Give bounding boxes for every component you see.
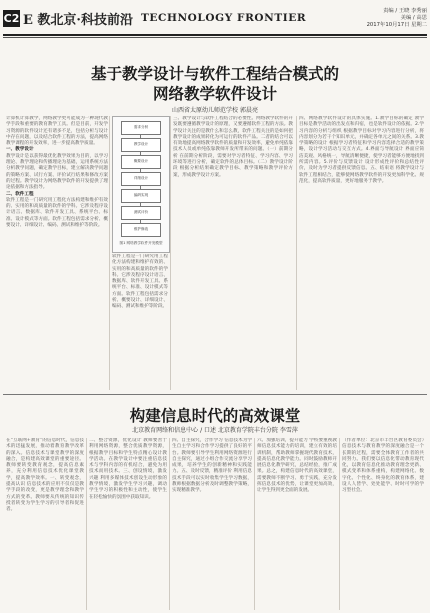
masthead: [3, 3, 427, 33]
column-name: E 教北京·科技前沿: [23, 12, 133, 28]
diagram-node: 教学设计: [121, 138, 161, 152]
article1-section1-body: 教学设计是以获得最优化教学效果为目的，以学习理论、教学理论和传播理论为基础，运用系统方法分析教学问题，确定教学目标，建立解决教学问题的策略方案、试行方案、评价试行结果和修改方案的过程。教学设计为网络教学软件的开发提供了理论依据和方法指导。: [6, 153, 108, 191]
masthead-thin-rule: [3, 37, 427, 38]
diagram-node: 需求分析: [121, 121, 161, 135]
article1-column4-text: 四、网络教学软件设计的具体实施。1.教学目标的确定 教学目标是教学活动的出发点和归宿，也是软件设计的依据。2.学习内容的分析与组织 根据教学目标对学习内容进行分析，将内容划分为若干个知识单元，并确定各单元之间的关系。3.教学策略的设计 根据学习者特征和学习内容选择合适的教学策略，设计学习活动与交互方式。4.界面与导航设计 界面应简洁美观、风格统一，导航清晰便捷，使学习者能够方便地找到所需内容。5.评价与反馈设计 设计形成性评价和总结性评价，及时为学习者提供反馈信息。五、结束语 将教学设计与软件工程相结合，能够使网络教学软件的开发更加科学化、规范化，提高软件质量，更好地服务于教学。: [299, 116, 424, 184]
article1-section2-body: 软件工程是一门研究用工程化方法构建和维护有效的、实用的和高质量的软件的学科。它涉及程序设计语言、数据库、软件开发工具、系统平台、标准、设计模式等方面。软件工程包括需求分析、概要设计、详细设计、编码、测试和维护等阶段。: [6, 197, 108, 229]
diagram-node: 测试评价: [121, 206, 161, 220]
column-divider: [254, 438, 255, 610]
article2-headline: 构建信息时代的高效课堂: [129, 407, 301, 425]
article1-section2-heading: 二、软件工程: [6, 191, 34, 197]
date-line: 2017年10月17日 星期二: [366, 21, 427, 28]
diagram-node: 编码实现: [121, 189, 161, 203]
edition-info: [367, 8, 427, 29]
editor-line: 责编 / 王晓 李秀丽: [383, 7, 427, 14]
article2-column-3: [172, 438, 252, 610]
diagram-caption: 图1 网络教学软件开发模型: [119, 241, 163, 245]
article2-column4-text: 六、加强培训，提升能力 学校要重视教师信息技术能力的培训，建立有效的培训机制，帮助教师掌握现代教育技术，提高信息化教学能力。同时鼓励教师开展信息化教学研究，总结经验，推广成果。总之，构建信息时代的高效课堂，需要教师不断学习、勇于实践，充分发挥信息技术的优势，让课堂更加高效，让学生得到更全面的发展。: [257, 438, 337, 494]
design-line: 美编 / 高思: [400, 14, 427, 21]
article-separator: [3, 394, 427, 395]
article1-column2-text: 软件工程是一门研究用工程化方法构建和维护有效的、实用的和高质量的软件的学科。它涉及程序设计语言、数据库、软件开发工具、系统平台、标准、设计模式等方面。软件工程包括需求分析、概要设计、详细设计、编码、测试和维护等阶段。: [112, 254, 168, 310]
column-divider: [170, 116, 171, 390]
article2-column1-text: 在“互联网+教育”的信息时代，信息技术的迅猛发展，推动着教育教学改革的深入。信息技术与课堂教学的深度融合，是构建高效课堂的重要途径。教师要转变教育观念，提高信息素养，充分利用信息技术优化课堂教学，提高教学效率。一、转变观念，提高认识 信息技术的应用不仅仅是教学手段的改变，更是教学理念和教学方式的变革。教师要从传统的知识传授者转变为学生学习的引导者和促进者。: [6, 438, 84, 513]
diagram-node: 详细设计: [121, 172, 161, 186]
article1-column-3: [173, 116, 293, 390]
diagram-node: 概要设计: [121, 155, 161, 169]
diagram-node: 维护修改: [121, 223, 161, 237]
column-divider: [109, 116, 110, 390]
article1-title-line2: 网络教学软件设计: [152, 85, 277, 103]
article1-section1-heading: 一、教学设计: [6, 147, 34, 153]
development-model-diagram: [112, 116, 170, 253]
article2-column-5: [342, 438, 424, 610]
article1-column3-text: 三、教学设计与软件工程结合的必要性。网络教学软件的开发既要遵循教学设计的原理，又要遵循软件工程的方法。教学设计关注的是教什么和怎么教，软件工程关注的是如何把教学设计的成果转化为可运行的软件产品。二者的结合可以有效地提高网络教学软件的质量和开发效率，避免单纯依靠技术人员或单纯依靠教师开发所带来的问题。（一）前期分析 在前期分析阶段，需要对学习者特征、学习内容、学习环境等进行分析，确定软件的总体目标。（二）教学设计阶段 根据分析结果确定教学目标、教学策略和教学评价方案，形成教学设计方案。: [173, 116, 293, 178]
column-name-english: TECHNOLOGY FRONTIER: [140, 12, 307, 24]
article1-column-4: [299, 116, 424, 390]
article2-column-4: [257, 438, 337, 610]
column-divider: [169, 438, 170, 610]
article2-column-1: [6, 438, 84, 610]
article1-title-line1: 基于教学设计与软件工程结合模式的: [90, 65, 339, 83]
column-divider: [339, 438, 340, 610]
article1-headline: [20, 64, 410, 104]
column-divider: [296, 116, 297, 390]
article1-column-2: [112, 254, 168, 390]
masthead-rule: [3, 34, 427, 36]
article2-column2-text: 二、整合资源，优化设计 教师要善于利用网络资源，整合优质教学资源，根据教学目标和学生特点精心设计教学活动。在教学设计中要注重信息技术与学科内容的有机结合，避免为用技术而用技术。三、创设情境，激发兴趣 利用多媒体技术创设生动形象的教学情境，激发学生学习兴趣，调动学生学习的积极性和主动性，使学生在轻松愉快的氛围中获取知识。: [89, 438, 167, 500]
article1-lead: 计算机计算教学，网络教学更可能成为一种现代教学手段和重要的教育教学工具。但是目前，开发学习资源的软件设计还有诸多不足，包括分析与设计中存在问题，以及结合软件工程的方法，提高网络教学课程的开发效率，进一步提高教学质量。: [6, 116, 108, 147]
article2-column3-text: 四、自主探究，合作学习 信息技术为学生自主学习和合作学习提供了良好的平台。教师要引导学生利用网络资源进行自主探究，通过小组合作交流分享学习成果，培养学生的创新精神和实践能力。五、及时反馈，精准评价 利用信息技术手段可以实时收集学生学习数据，教师根据数据分析及时调整教学策略，实现精准教学。: [172, 438, 252, 494]
article2-column5-text: （作者单位：北京市丰台区教育委员会）信息技术与教育教学的深度融合是一个长期的过程，需要全体教育工作者的共同努力。我们要以信息化带动教育现代化，以教育信息化推动教育理念更新、模式变革和体系重构，构建网络化、数字化、个性化、终身化的教育体系，建设人人皆学、处处能学、时时可学的学习型社会。: [342, 438, 424, 494]
page-number: C2: [3, 11, 20, 25]
article1-byline: 山西省太原幼儿师范学校 郭晨亮: [172, 107, 258, 114]
article1-column-1: [6, 116, 108, 390]
article2-byline: 北京教育网络和信息中心 / 口述 北京教育学院丰台分院 李雪萍: [132, 427, 298, 434]
article2-column-2: [89, 438, 167, 610]
column-divider: [86, 438, 87, 610]
